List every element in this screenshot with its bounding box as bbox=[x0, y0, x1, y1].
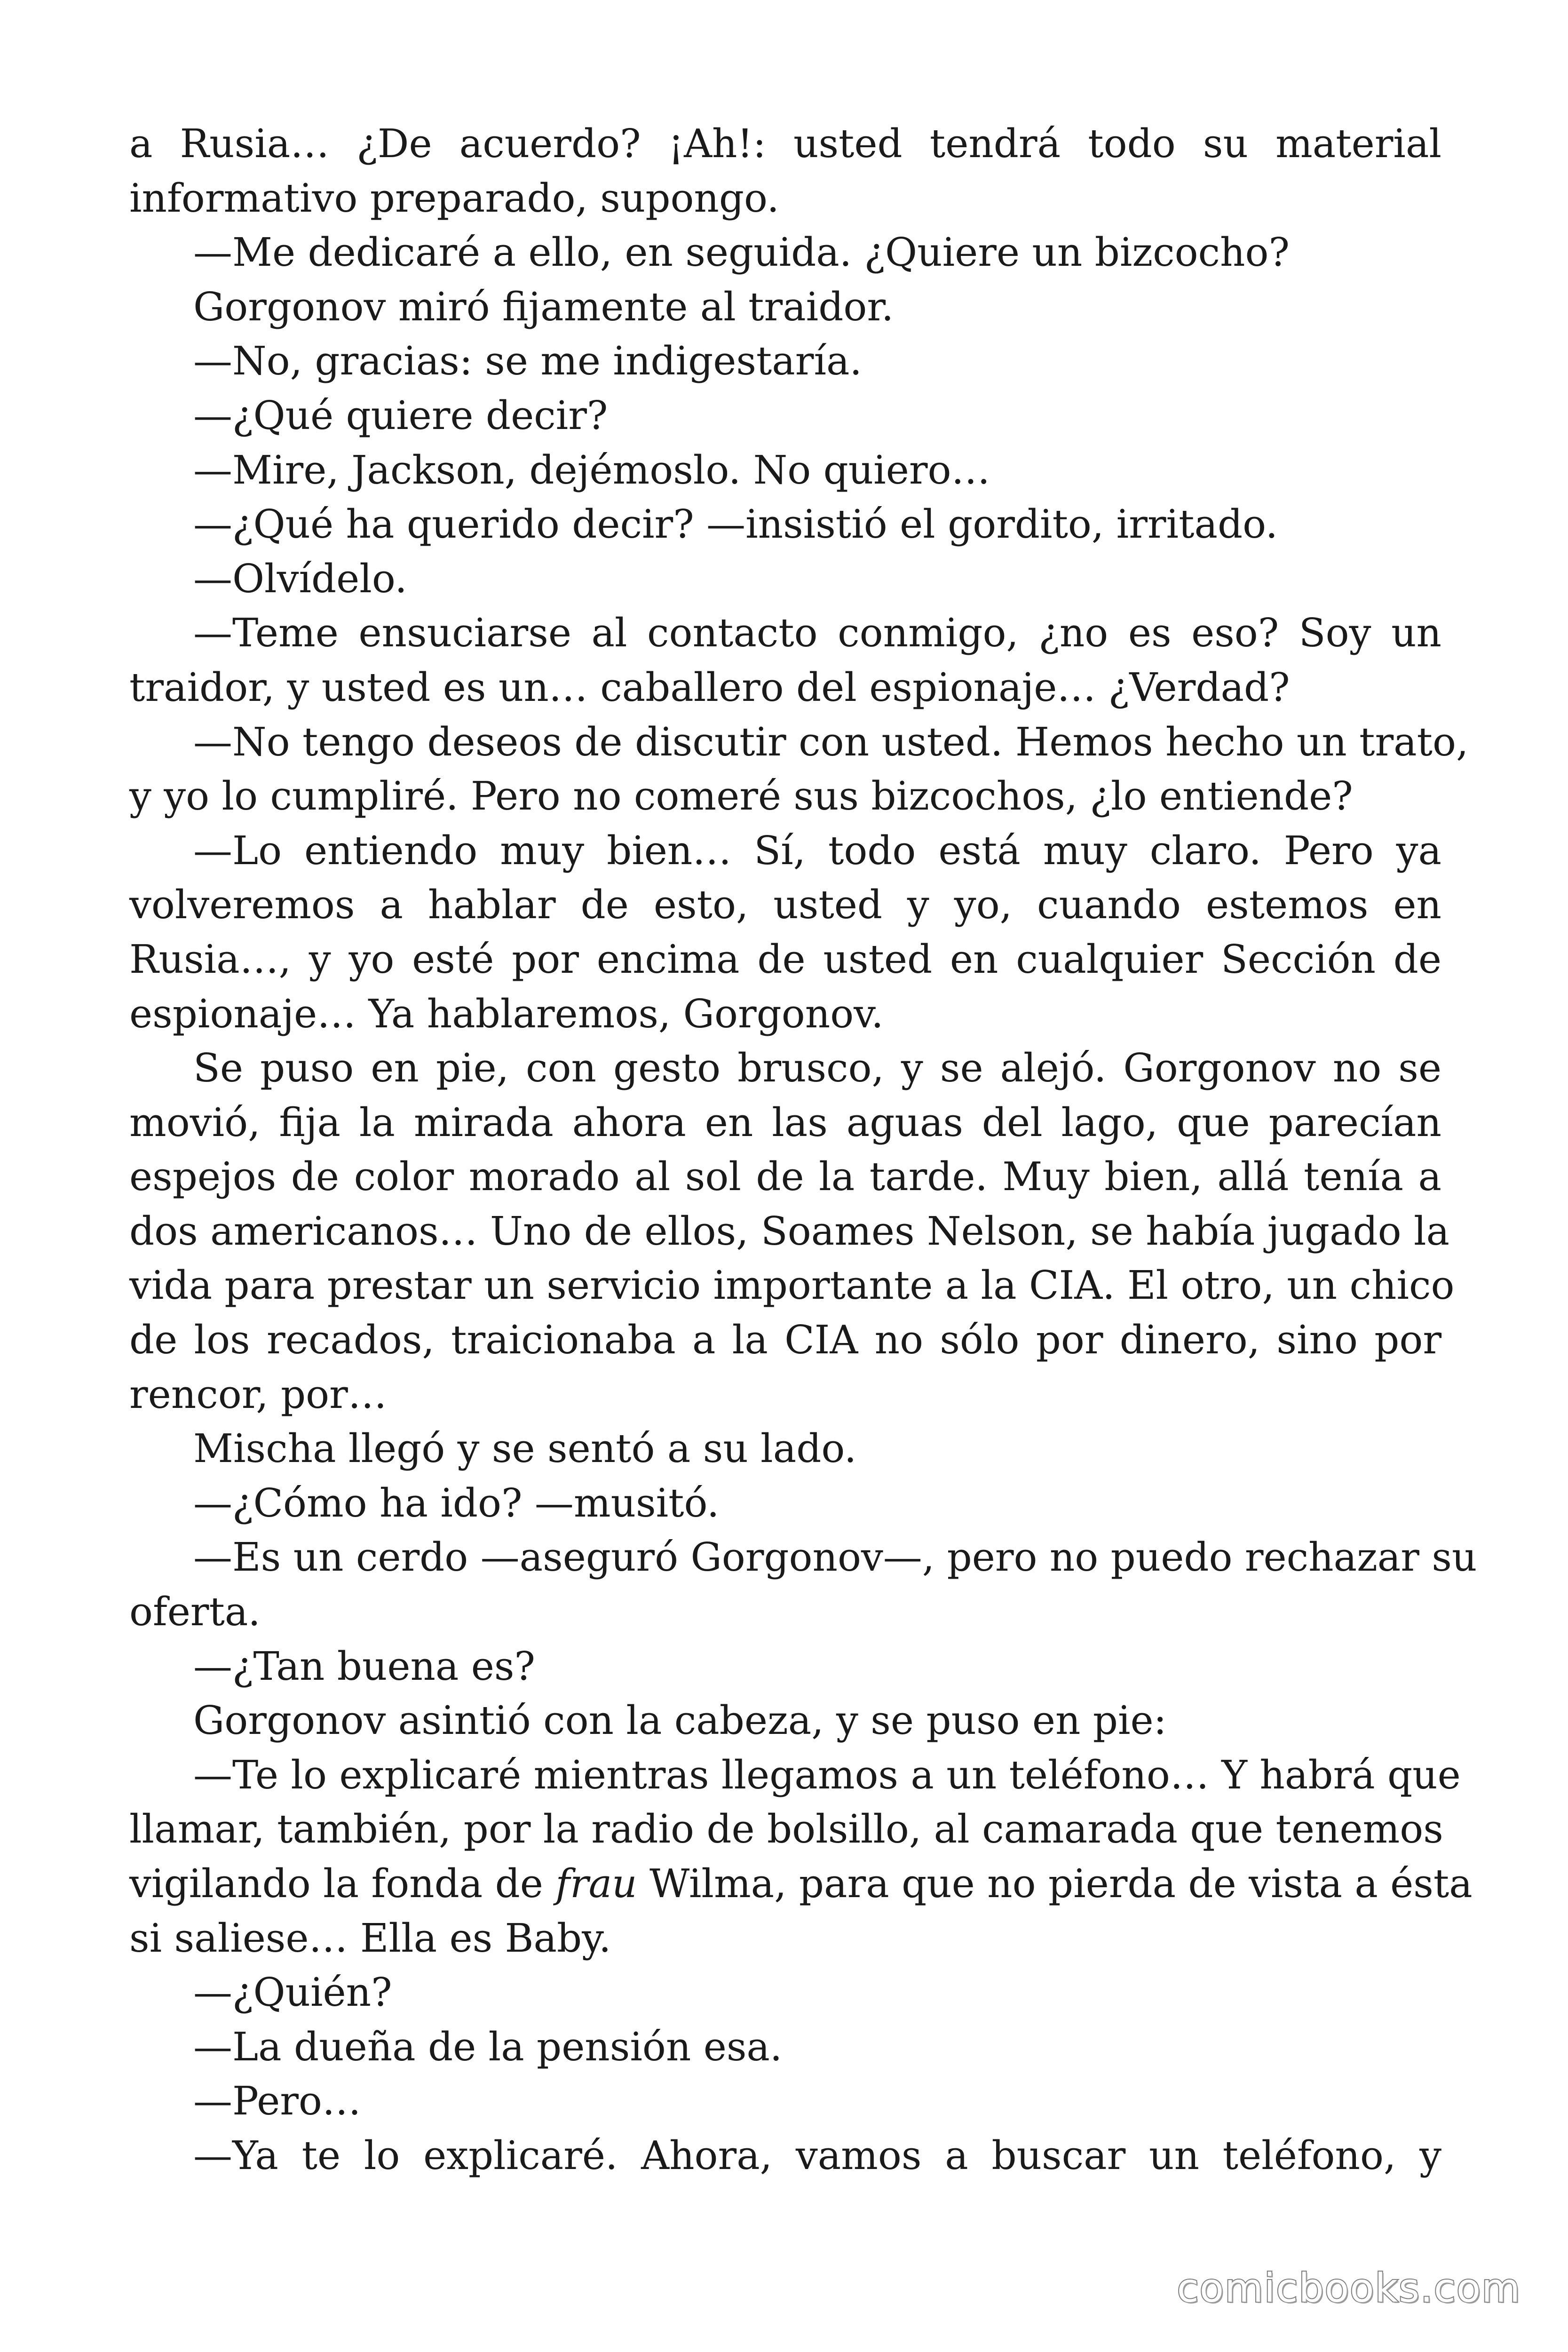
text-line: —Olvídelo. bbox=[193, 556, 407, 602]
text-line: traidor, y usted es un… caballero del espionaje… ¿Verdad? bbox=[129, 664, 1290, 710]
text-line: —¿Cómo ha ido? —musitó. bbox=[193, 1480, 720, 1526]
text-line: Gorgonov miró fijamente al traidor. bbox=[193, 284, 894, 330]
text-line: y yo lo cumpliré. Pero no comeré sus bizcochos, ¿lo entiende? bbox=[129, 773, 1353, 819]
text-line: —Ya te lo explicaré. Ahora, vamos a buscar un teléfono, y bbox=[193, 2132, 1441, 2178]
text-line: —No, gracias: se me indigestaría. bbox=[193, 338, 862, 384]
text-line: —Es un cerdo —aseguró Gorgonov—, pero no puedo rechazar su bbox=[193, 1534, 1477, 1581]
text-line: —¿Quién? bbox=[193, 1970, 392, 2016]
text-line: a Rusia… ¿De acuerdo? ¡Ah!: usted tendrá todo su material bbox=[129, 121, 1441, 167]
text-line: Rusia…, y yo esté por encima de usted en cualquier Sección de bbox=[129, 936, 1441, 982]
body-text bbox=[129, 117, 1477, 2183]
text-line: volveremos a hablar de esto, usted y yo, cuando estemos en bbox=[129, 882, 1441, 928]
text-line: —Te lo explicaré mientras llegamos a un teléfono… Y habrá que bbox=[193, 1752, 1461, 1798]
text-line: vigilando la fonda de frau Wilma, para que no pierda de vista a ésta bbox=[129, 1861, 1473, 1907]
text-line: —La dueña de la pensión esa. bbox=[193, 2024, 783, 2070]
text-line: —Me dedicaré a ello, en seguida. ¿Quiere un bizcocho? bbox=[193, 230, 1290, 276]
text-line: de los recados, traicionaba a la CIA no sólo por dinero, sino por bbox=[129, 1317, 1441, 1363]
text-line: —Teme ensuciarse al contacto conmigo, ¿no es eso? Soy un bbox=[193, 610, 1441, 656]
text-line: rencor, por… bbox=[129, 1371, 387, 1417]
text-line: movió, fija la mirada ahora en las aguas del lago, que parecían bbox=[129, 1099, 1441, 1145]
text-line: —Pero… bbox=[193, 2078, 361, 2124]
text-line: Mischa llegó y se sentó a su lado. bbox=[193, 1426, 857, 1472]
text-line: oferta. bbox=[129, 1589, 261, 1635]
text-line: —¿Tan buena es? bbox=[193, 1643, 535, 1689]
text-line: dos americanos… Uno de ellos, Soames Nelson, se había jugado la bbox=[129, 1208, 1450, 1254]
text-line: —Lo entiendo muy bien… Sí, todo está muy claro. Pero ya bbox=[193, 827, 1441, 874]
text-line: —No tengo deseos de discutir con usted. Hemos hecho un trato, bbox=[193, 719, 1469, 765]
text-line: espionaje… Ya hablaremos, Gorgonov. bbox=[129, 991, 884, 1037]
text-line: Gorgonov asintió con la cabeza, y se puso en pie: bbox=[193, 1698, 1167, 1744]
italic-word: frau bbox=[555, 1861, 637, 1907]
text-line: —¿Qué ha querido decir? —insistió el gordito, irritado. bbox=[193, 501, 1278, 548]
text-line: si saliese… Ella es Baby. bbox=[129, 1915, 611, 1961]
text-line: llamar, también, por la radio de bolsillo, al camarada que tenemos bbox=[129, 1806, 1443, 1852]
text-line: —¿Qué quiere decir? bbox=[193, 392, 608, 438]
text-line: Se puso en pie, con gesto brusco, y se alejó. Gorgonov no se bbox=[193, 1045, 1441, 1091]
text-line: informativo preparado, supongo. bbox=[129, 175, 779, 221]
text-line: vida para prestar un servicio importante a la CIA. El otro, un chico bbox=[129, 1263, 1455, 1309]
text-line: espejos de color morado al sol de la tarde. Muy bien, allá tenía a bbox=[129, 1154, 1441, 1200]
watermark: comicbooks.com bbox=[1177, 2265, 1521, 2311]
text-line: —Mire, Jackson, dejémoslo. No quiero… bbox=[193, 447, 990, 493]
